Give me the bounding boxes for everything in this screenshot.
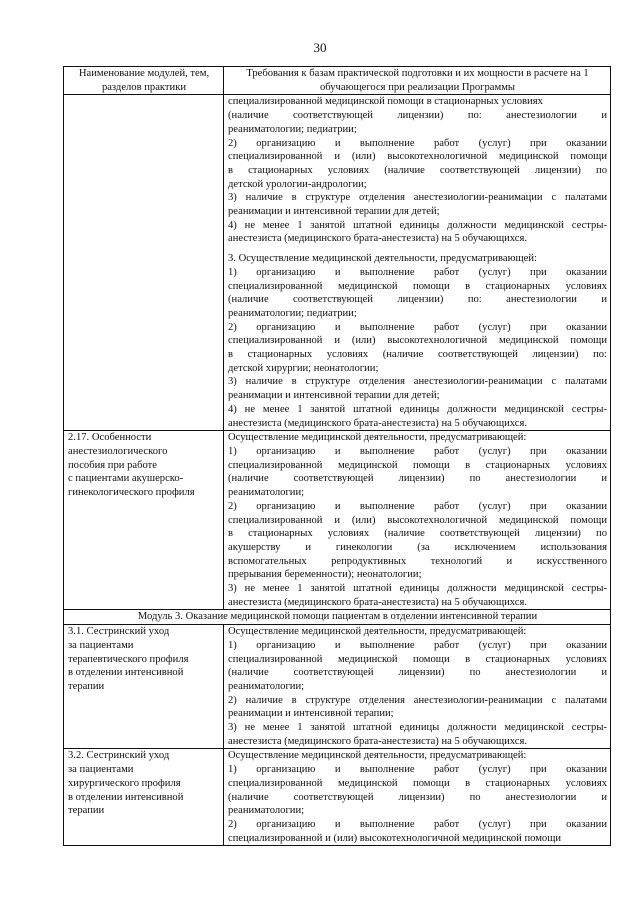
module-title-line: анестезиологического xyxy=(68,445,168,457)
requirement-line: реаниматологии; xyxy=(228,680,305,692)
requirement-line: 3) наличие в структуре отделения анестезиологии-реанимации с палатами xyxy=(228,192,607,204)
requirement-line: реаниматологии; педиатрии; xyxy=(228,123,357,135)
module-title-line: в отделении интенсивной xyxy=(68,791,184,803)
requirement-line: 2) организацию и выполнение работ (услуг) при оказании xyxy=(228,137,607,149)
requirement-line: в стационарных условиях (наличие соответствующей лицензии) по xyxy=(228,528,607,540)
module-title-cell xyxy=(64,431,224,610)
requirement-line: (наличие соответствующей лицензии) по: анестезиологии и xyxy=(228,110,607,122)
requirements-block xyxy=(228,95,607,246)
requirement-line: 4) не менее 1 занятой штатной единицы должности медицинской сестры- xyxy=(228,219,607,231)
table-row xyxy=(64,749,611,846)
requirement-line: специализированной и (или) высокотехнологичной медицинской помощи xyxy=(228,832,562,844)
requirement-line: анестезиста (медицинского брата-анестезиста) на 5 обучающихся. xyxy=(228,735,527,747)
requirement-line: 1) организацию и выполнение работ (услуг) при оказании xyxy=(228,639,607,651)
requirement-line: 2) организацию и выполнение работ (услуг) при оказании xyxy=(228,321,607,333)
module-title-cell xyxy=(64,749,224,846)
requirement-line: 1) организацию и выполнение работ (услуг) при оказании xyxy=(228,266,607,278)
requirement-line: специализированной и (или) высокотехнологичной медицинской помощи xyxy=(228,151,607,163)
module-title-line: терапии xyxy=(68,680,105,692)
requirement-line: реанимации и интенсивной терапии для детей; xyxy=(228,206,440,218)
module-title-cell xyxy=(64,625,224,749)
requirement-line: детской хирургии; неонатологии; xyxy=(228,362,379,374)
requirement-line: специализированной медицинской помощи в стационарных условиях xyxy=(228,653,607,665)
page-number: 30 xyxy=(313,40,327,55)
module-title-line: 3.1. Сестринский уход xyxy=(68,626,170,638)
requirement-line: анестезиста (медицинского брата-анестезиста) на 5 обучающихся. xyxy=(228,233,527,245)
requirement-line: специализированной и (или) высокотехнологичной медицинской помощи xyxy=(228,514,607,526)
requirement-line: анестезиста (медицинского брата-анестезиста) на 5 обучающихся. xyxy=(228,417,527,429)
requirements-cell xyxy=(224,95,611,431)
module-heading-row xyxy=(64,610,611,625)
requirement-line: реаниматологии; педиатрии; xyxy=(228,307,357,319)
requirement-line: реанимации и интенсивной терапии; xyxy=(228,708,394,720)
requirement-line: вспомогательных репродуктивных технологий и искусственного xyxy=(228,555,607,567)
table-header-row xyxy=(64,67,611,95)
requirement-line: (наличие соответствующей лицензии) по: анестезиологии и xyxy=(228,294,607,306)
requirement-line: 2) организацию и выполнение работ (услуг) при оказании xyxy=(228,818,607,830)
requirement-line: Осуществление медицинской деятельности, предусматривающей: xyxy=(228,626,527,638)
requirement-line: реанимации и интенсивной терапии для детей; xyxy=(228,390,440,402)
module-title-line: 3.2. Сестринский уход xyxy=(68,750,170,762)
requirement-line: специализированной медицинской помощи в стационарных условиях xyxy=(228,280,607,292)
requirements-block xyxy=(228,252,607,430)
requirement-line: детской урологии-андрологии; xyxy=(228,178,367,190)
requirement-line: специализированной и (или) высокотехнологичной медицинской помощи xyxy=(228,335,607,347)
requirements-cell xyxy=(224,431,611,610)
module-title-line: 2.17. Особенности xyxy=(68,432,152,444)
module-title-line: гинекологического профиля xyxy=(68,487,195,499)
requirement-line: 1) организацию и выполнение работ (услуг) при оказании xyxy=(228,764,607,776)
requirement-line: (наличие соответствующей лицензии) по анестезиологии и xyxy=(228,791,607,803)
module-title-line: хирургического профиля xyxy=(68,777,181,789)
requirement-line: 4) не менее 1 занятой штатной единицы должности медицинской сестры- xyxy=(228,403,607,415)
requirements-cell xyxy=(224,749,611,846)
requirement-line: в стационарных условиях (наличие соответствующей лицензии) по: xyxy=(228,349,607,361)
requirement-line: специализированной медицинской помощи в стационарных условиях xyxy=(228,96,543,108)
requirement-line: 3) наличие в структуре отделения анестезиологии-реанимации с палатами xyxy=(228,376,607,388)
table-row xyxy=(64,95,611,431)
module-title-line: терапии xyxy=(68,805,105,817)
module-title-line: за пациентами xyxy=(68,764,134,776)
requirement-line: 3) не менее 1 занятой штатной единицы должности медицинской сестры- xyxy=(228,722,607,734)
requirement-line: реаниматологии; xyxy=(228,487,305,499)
module-title-line: терапевтического профиля xyxy=(68,653,189,665)
requirements-cell xyxy=(224,625,611,749)
table-row xyxy=(64,431,611,610)
requirement-line: 2) организацию и выполнение работ (услуг) при оказании xyxy=(228,500,607,512)
requirement-line: Осуществление медицинской деятельности, предусматривающей: xyxy=(228,432,527,444)
requirements-table xyxy=(63,66,611,846)
requirement-line: (наличие соответствующей лицензии) по анестезиологии и xyxy=(228,473,607,485)
requirement-line: анестезиста (медицинского брата-анестезиста) на 5 обучающихся. xyxy=(228,596,527,608)
requirement-line: акушерству и гинекологии (за исключением использования xyxy=(228,541,607,553)
module-title-line: пособия при работе xyxy=(68,459,157,471)
requirement-line: 2) наличие в структуре отделения анестезиологии-реанимации с палатами xyxy=(228,694,607,706)
requirement-line: 1) организацию и выполнение работ (услуг) при оказании xyxy=(228,445,607,457)
requirement-line: в стационарных условиях (наличие соответствующей лицензии) по xyxy=(228,164,607,176)
module-title-cell xyxy=(64,95,224,431)
requirement-line: специализированной медицинской помощи в стационарных условиях xyxy=(228,459,607,471)
requirement-line: прерывания беременности); неонатологии; xyxy=(228,569,422,581)
header-modules: Наименование модулей, тем, разделов практики xyxy=(64,67,224,95)
module-heading: Модуль 3. Оказание медицинской помощи пациентам в отделении интенсивной терапии xyxy=(64,610,611,625)
requirement-line: специализированной медицинской помощи в стационарных условиях xyxy=(228,777,607,789)
table-row xyxy=(64,625,611,749)
requirement-line: (наличие соответствующей лицензии) по анестезиологии и xyxy=(228,667,607,679)
requirement-line: 3. Осуществление медицинской деятельности, предусматривающей: xyxy=(228,253,537,265)
module-title-line: в отделении интенсивной xyxy=(68,667,184,679)
requirement-line: Осуществление медицинской деятельности, предусматривающей: xyxy=(228,750,527,762)
header-requirements: Требования к базам практической подготовки и их мощности в расчете на 1 обучающегося при реализации Программы xyxy=(224,67,611,95)
module-title-line: с пациентами акушерско- xyxy=(68,473,184,485)
requirement-line: 3) не менее 1 занятой штатной единицы должности медицинской сестры- xyxy=(228,583,607,595)
module-title-line: за пациентами xyxy=(68,639,134,651)
requirement-line: реаниматологии; xyxy=(228,805,305,817)
